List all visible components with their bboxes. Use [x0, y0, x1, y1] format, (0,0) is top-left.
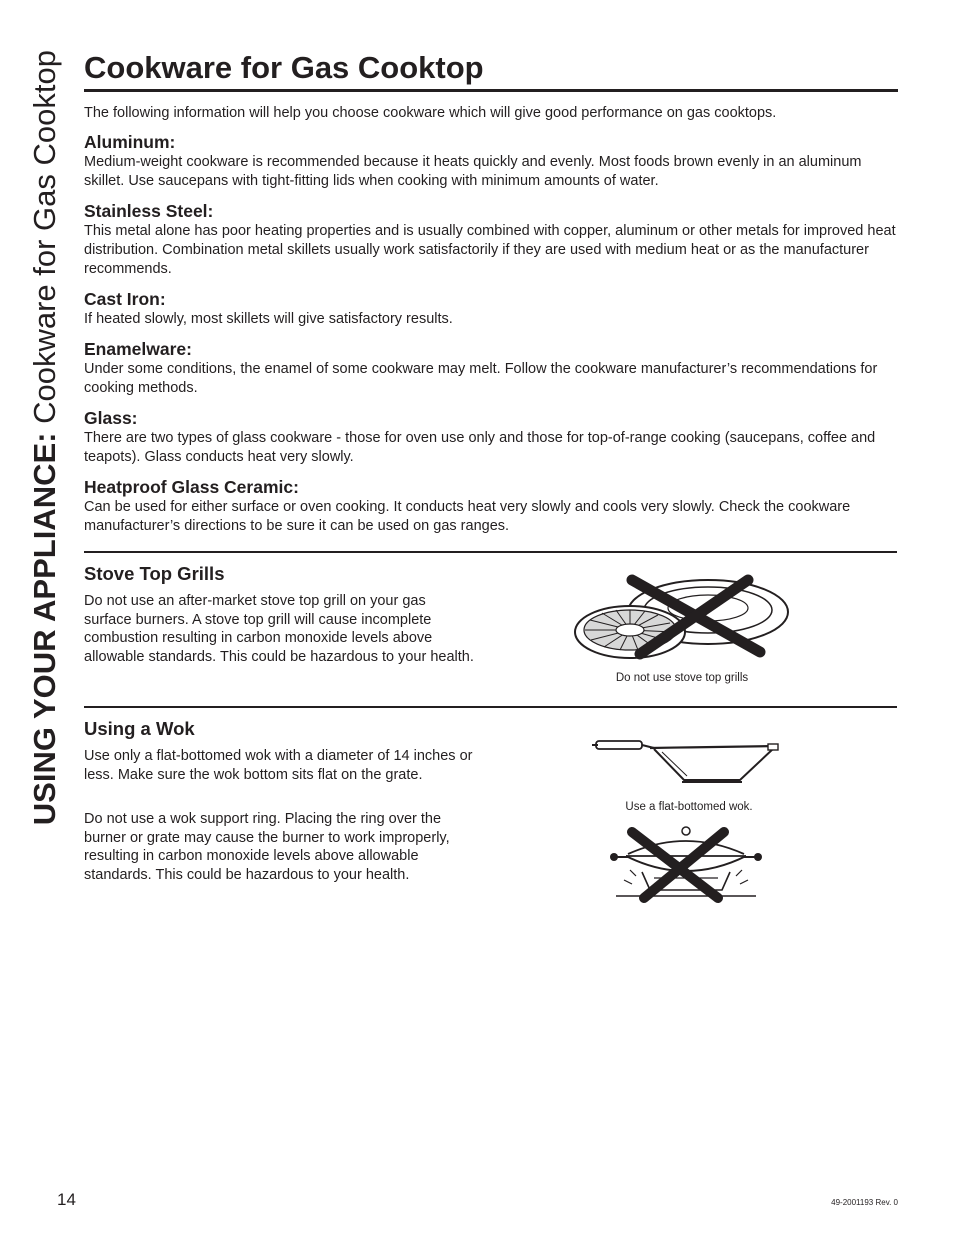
page-number: 14 — [57, 1190, 76, 1209]
material-cast-iron — [84, 289, 898, 329]
material-glass — [84, 408, 898, 467]
material-text: Medium-weight cookware is recommended because it heats quickly and evenly. Most foods brown evenly in an aluminum skillet. Use saucepans with tight-fitting lids when cooking with minimum amounts of water. — [84, 154, 862, 189]
material-heading: Enamelware: — [84, 339, 192, 359]
side-tab-section: USING YOUR APPLIANCE: — [27, 432, 62, 826]
stove-top-grill-illustration — [570, 570, 795, 670]
material-text: Under some conditions, the enamel of some cookware may melt. Follow the cookware manufacturer’s recommendations for cooking methods. — [84, 361, 878, 396]
material-heading: Glass: — [84, 408, 138, 428]
material-heading: Cast Iron: — [84, 289, 166, 309]
material-enamelware — [84, 339, 898, 398]
grills-text: Do not use an after-market stove top grill on your gas surface burners. A stove top grill will cause incomplete combustion resulting in carbon monoxide levels above allowable standards. This could be hazardous to your health. — [84, 593, 474, 665]
material-heading: Aluminum: — [84, 132, 176, 152]
material-heatproof-glass-ceramic — [84, 477, 898, 536]
material-text: Can be used for either surface or oven cooking. It conducts heat very slowly and cools very slowly. Check the cookware manufacturer’s directions to be sure it can be used on gas ranges. — [84, 499, 851, 534]
title-rule — [84, 89, 898, 92]
intro-text: The following information will help you choose cookware which will give good performance on gas cooktops. — [84, 105, 777, 121]
material-stainless-steel — [84, 201, 898, 279]
materials-list — [84, 132, 898, 546]
material-text: If heated slowly, most skillets will give satisfactory results. — [84, 311, 453, 327]
material-heading: Stainless Steel: — [84, 201, 214, 221]
side-tab-label — [22, 50, 68, 860]
side-tab-topic: Cookware for Gas Cooktop — [27, 50, 62, 433]
wok-heading: Using a Wok — [84, 718, 195, 739]
section-divider-grills — [84, 551, 897, 553]
side-tab — [22, 50, 68, 860]
material-text: There are two types of glass cookware - those for oven use only and those for top-of-range cooking (saucepans, coffee and teapots). Glass conducts heat very slowly. — [84, 430, 876, 465]
document-id: 49-2001193 Rev. 0 — [831, 1198, 898, 1207]
page-title: Cookware for Gas Cooktop — [84, 50, 484, 85]
section-divider-wok — [84, 706, 897, 708]
wok-support-ring-illustration — [606, 824, 766, 904]
material-text: This metal alone has poor heating properties and is usually combined with copper, aluminum or other metals for improved heat distribution. Combination metal skillets usually work satisfactorily if they are used with medium heat or as the manufacturer recommends. — [84, 223, 896, 277]
grills-heading: Stove Top Grills — [84, 563, 225, 584]
wok-text-support-ring: Do not use a wok support ring. Placing the ring over the burner or grate may cause the burner to work improperly, resulting in carbon monoxide levels above allowable standards. This could be hazardous to your health. — [84, 811, 450, 883]
wok-caption: Use a flat-bottomed wok. — [625, 801, 753, 813]
material-heading: Heatproof Glass Ceramic: — [84, 477, 299, 497]
grills-caption: Do not use stove top grills — [615, 672, 749, 684]
material-aluminum — [84, 132, 898, 191]
flat-bottom-wok-illustration — [592, 734, 782, 786]
wok-text-flat-bottom: Use only a flat-bottomed wok with a diameter of 14 inches or less. Make sure the wok bottom sits flat on the grate. — [84, 748, 473, 783]
